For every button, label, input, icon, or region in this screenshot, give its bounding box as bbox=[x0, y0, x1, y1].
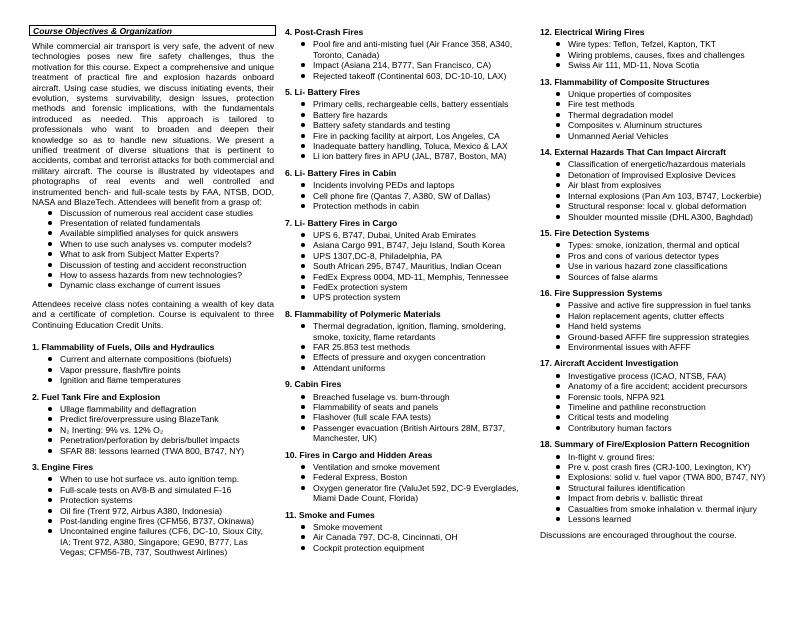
list-item: UPS 1307,DC-8, Philadelphia, PA bbox=[301, 251, 528, 261]
list-item: Fire in packing facility at airport, Los Angeles, CA bbox=[301, 131, 528, 141]
intro-paragraph: While commercial air transport is very safe, the advent of new technologies poses new fire safety challenges, thus the motivation for this course. Expect a comprehensive and unique treatment of practical fire and explosion hazards onboard aircraft. Using case studies, we discuss initiating events, their evolution, systems survivability, design issues, protection methods and forensic implications, with the fundamentals introduced as needed. This approach is tailored to professionals who want to broaden and deepen their knowledge so as to handle new situations. We present a unified treatment of diverse situations that is pertinent to accidents, combat and terrorist attacks for both commercial and military aircraft. The course is illustrated by videotapes and photographs of real events and well controlled and instrumented bench- and full-scale tests by FAA, NTSB, DOD, NASA and BlazeTech. Attendees will benefit from a grasp of: bbox=[32, 41, 274, 208]
section-18 bbox=[540, 439, 782, 524]
list-item: Federal Express, Boston bbox=[301, 472, 528, 482]
list-item: When to use such analyses vs. computer models? bbox=[48, 239, 274, 249]
list-item: Penetration/perforation by debris/bullet impacts bbox=[48, 435, 274, 445]
list-item: Critical tests and modeling bbox=[556, 412, 782, 422]
section-9 bbox=[285, 379, 528, 443]
section-7 bbox=[285, 218, 528, 303]
section-title: 8. Flammability of Polymeric Materials bbox=[285, 308, 441, 319]
list-item: Fire test methods bbox=[556, 99, 782, 109]
list-item: Discussion of numerous real accident case studies bbox=[48, 208, 274, 218]
list-item: FedEx protection system bbox=[301, 282, 528, 292]
list-item: Shoulder mounted missile (DHL A300, Baghdad) bbox=[556, 212, 782, 222]
list-item: Environmental issues with AFFF bbox=[556, 342, 782, 352]
list-item: Flammability of seats and panels bbox=[301, 402, 528, 412]
list-item: Protection methods in cabin bbox=[301, 201, 528, 211]
section-title: 16. Fire Suppression Systems bbox=[540, 287, 663, 298]
column-3 bbox=[540, 27, 782, 541]
course-objectives-heading: Course Objectives & Organization bbox=[29, 25, 276, 36]
list-item: Halon replacement agents, clutter effects bbox=[556, 311, 782, 321]
section-title: 1. Flammability of Fuels, Oils and Hydraulics bbox=[32, 341, 215, 352]
section-2 bbox=[32, 392, 274, 456]
list-item: Impact (Asiana 214, B777, San Francisco, CA) bbox=[301, 60, 528, 70]
section-title: 15. Fire Detection Systems bbox=[540, 227, 650, 238]
list-item: Presentation of related fundamentals bbox=[48, 218, 274, 228]
list-item: Oxygen generator fire (ValuJet 592, DC-9 Everglades, Miami Dade Count, Florida) bbox=[301, 483, 528, 504]
list-item: Timeline and pathline reconstruction bbox=[556, 402, 782, 412]
section-13 bbox=[540, 77, 782, 141]
section-title: 17. Aircraft Accident Investigation bbox=[540, 358, 679, 369]
list-item: Unique properties of composites bbox=[556, 89, 782, 99]
list-item: Vapor pressure, flash/fire points bbox=[48, 365, 274, 375]
list-item: Available simplified analyses for quick answers bbox=[48, 228, 274, 238]
list-item: Hand held systems bbox=[556, 321, 782, 331]
section-5 bbox=[285, 87, 528, 162]
list-item: SFAR 88: lessons learned (TWA 800, B747, NY) bbox=[48, 446, 274, 456]
benefits-list bbox=[32, 208, 274, 291]
list-item: Attendant uniforms bbox=[301, 363, 528, 373]
section-title: 10. Fires in Cargo and Hidden Areas bbox=[285, 449, 433, 460]
section-title: 13. Flammability of Composite Structures bbox=[540, 76, 710, 87]
section-title: 3. Engine Fires bbox=[32, 462, 94, 473]
list-item: Cell phone fire (Qantas 7, A380, SW of Dallas) bbox=[301, 191, 528, 201]
list-item: Battery safety standards and testing bbox=[301, 120, 528, 130]
section-8 bbox=[285, 309, 528, 373]
section-10 bbox=[285, 450, 528, 504]
section-1 bbox=[32, 342, 274, 386]
list-item: Passive and active fire suppression in fuel tanks bbox=[556, 300, 782, 310]
list-item: Ignition and flame temperatures bbox=[48, 375, 274, 385]
list-item: Ullage flammability and deflagration bbox=[48, 404, 274, 414]
list-item: Investigative process (ICAO, NTSB, FAA) bbox=[556, 371, 782, 381]
section-12 bbox=[540, 27, 782, 71]
section-3 bbox=[32, 462, 274, 558]
section-14 bbox=[540, 147, 782, 222]
section-title: 4. Post-Crash Fires bbox=[285, 27, 364, 37]
section-title: 9. Cabin Fires bbox=[285, 379, 342, 390]
section-title: 18. Summary of Fire/Explosion Pattern Recognition bbox=[540, 439, 750, 450]
list-item: Structural failures identification bbox=[556, 483, 782, 493]
list-item: Incidents involving PEDs and laptops bbox=[301, 180, 528, 190]
list-item: Casualties from smoke inhalation v. thermal injury bbox=[556, 504, 782, 514]
list-item: Effects of pressure and oxygen concentration bbox=[301, 352, 528, 362]
list-item: Li ion battery fires in APU (JAL, B787, Boston, MA) bbox=[301, 151, 528, 161]
section-title: 6. Li- Battery Fires in Cabin bbox=[285, 167, 397, 178]
list-item: Dynamic class exchange of current issues bbox=[48, 280, 274, 290]
list-item: UPS 6, B747, Dubai, United Arab Emirates bbox=[301, 230, 528, 240]
list-item: Air Canada 797, DC-8, Cincinnati, OH bbox=[301, 532, 528, 542]
list-item: FAR 25.853 test methods bbox=[301, 342, 528, 352]
attendees-note: Attendees receive class notes containing a wealth of key data and a certificate of completion. Course is equivalent to three Continuing Education Credit Units. bbox=[32, 298, 274, 330]
list-item: Full-scale tests on AV8-B and simulated F-16 bbox=[48, 485, 274, 495]
list-item: Lessons learned bbox=[556, 514, 782, 524]
list-item: Post-landing engine fires (CFM56, B737, Okinawa) bbox=[48, 516, 274, 526]
list-item: Unmanned Aerial Vehicles bbox=[556, 131, 782, 141]
list-item: Thermal degradation model bbox=[556, 110, 782, 120]
list-item: UPS protection system bbox=[301, 292, 528, 302]
list-item: Breached fuselage vs. burn-through bbox=[301, 392, 528, 402]
list-item: Air blast from explosives bbox=[556, 180, 782, 190]
list-item: Cockpit protection equipment bbox=[301, 543, 528, 553]
section-4 bbox=[285, 27, 528, 81]
section-title: 5. Li- Battery Fires bbox=[285, 87, 360, 98]
section-6 bbox=[285, 168, 528, 212]
list-item: What to ask from Subject Matter Experts? bbox=[48, 249, 274, 259]
section-title: 11. Smoke and Fumes bbox=[285, 509, 375, 520]
list-item: Oil fire (Trent 972, Airbus A380, Indonesia) bbox=[48, 506, 274, 516]
list-item: Detonation of Improvised Explosive Devices bbox=[556, 170, 782, 180]
list-item: Passenger evacuation (British Airtours 28M, B737, Manchester, UK) bbox=[301, 423, 528, 444]
list-item: Current and alternate compositions (biofuels) bbox=[48, 354, 274, 364]
list-item: Ventilation and smoke movement bbox=[301, 462, 528, 472]
list-item: Impact from debris v. ballistic threat bbox=[556, 493, 782, 503]
list-item: Inadequate battery handling, Toluca, Mexico & LAX bbox=[301, 141, 528, 151]
column-2 bbox=[285, 27, 528, 553]
section-11 bbox=[285, 510, 528, 554]
list-item: In-flight v. ground fires: bbox=[556, 452, 782, 462]
section-title: 7. Li- Battery Fires in Cargo bbox=[285, 217, 398, 228]
list-item: Wire types: Teflon, Tefzel, Kapton, TKT bbox=[556, 39, 782, 49]
section-16 bbox=[540, 288, 782, 352]
list-item: Smoke movement bbox=[301, 522, 528, 532]
list-item: Discussion of testing and accident reconstruction bbox=[48, 260, 274, 270]
list-item: Battery fire hazards bbox=[301, 110, 528, 120]
list-item: Use in various hazard zone classifications bbox=[556, 261, 782, 271]
list-item: Uncontained engine failures (CF6, DC-10, Sioux City, IA; Trent 972, A380, Singapore; GE90, B777, Las Vegas; CFM56-7B, 737, Southwest Airlines) bbox=[48, 526, 274, 557]
closing-note: Discussions are encouraged throughout the course. bbox=[540, 530, 737, 541]
list-item: Pre v. post crash fires (CRJ-100, Lexington, KY) bbox=[556, 462, 782, 472]
list-item: Thermal degradation, ignition, flaming, smoldering, smoke, toxicity, flame retardants bbox=[301, 321, 528, 342]
list-item: FedEx Express 0004, MD-11, Memphis, Tennessee bbox=[301, 272, 528, 282]
section-17 bbox=[540, 358, 782, 433]
list-item: Composites v. Aluminum structures bbox=[556, 120, 782, 130]
list-item: Structural response: local v. global deformation bbox=[556, 201, 782, 211]
list-item: Rejected takeoff (Continental 603, DC-10-10, LAX) bbox=[301, 71, 528, 81]
list-item: Forensic tools, NFPA 921 bbox=[556, 392, 782, 402]
list-item: Protection systems bbox=[48, 495, 274, 505]
list-item: South African 295, B747, Mauritius, Indian Ocean bbox=[301, 261, 528, 271]
list-item: Contributory human factors bbox=[556, 423, 782, 433]
list-item: Classification of energetic/hazardous materials bbox=[556, 159, 782, 169]
list-item: Swiss Air 111, MD-11, Nova Scotia bbox=[556, 60, 782, 70]
list-item: When to use hot surface vs. auto ignition temp. bbox=[48, 474, 274, 484]
list-item: How to assess hazards from new technologies? bbox=[48, 270, 274, 280]
list-item: N₂ Inerting: 9% vs. 12% O₂ bbox=[48, 425, 274, 435]
section-15 bbox=[540, 228, 782, 282]
list-item: Internal explosions (Pan Am 103, B747, Lockerbie) bbox=[556, 191, 782, 201]
section-title: 14. External Hazards That Can Impact Aircraft bbox=[540, 147, 726, 158]
list-item: Predict fire/overpressure using BlazeTank bbox=[48, 414, 274, 424]
list-item: Anatomy of a fire accident; accident precursors bbox=[556, 381, 782, 391]
column-1 bbox=[32, 41, 274, 558]
list-item: Types: smoke, ionization, thermal and optical bbox=[556, 240, 782, 250]
list-item: Primary cells, rechargeable cells, battery essentials bbox=[301, 99, 528, 109]
list-item: Sources of false alarms bbox=[556, 272, 782, 282]
section-title: 12. Electrical Wiring Fires bbox=[540, 27, 645, 37]
list-item: Ground-based AFFF fire suppression strategies bbox=[556, 332, 782, 342]
list-item: Wiring problems, causes, fixes and challenges bbox=[556, 50, 782, 60]
list-item: Asiana Cargo 991, B747, Jeju Island, South Korea bbox=[301, 240, 528, 250]
list-item: Pool fire and anti-misting fuel (Air France 358, A340, Toronto, Canada) bbox=[301, 39, 528, 60]
section-title: 2. Fuel Tank Fire and Explosion bbox=[32, 391, 161, 402]
list-item: Pros and cons of various detector types bbox=[556, 251, 782, 261]
list-item: Explosions: solid v. fuel vapor (TWA 800, B747, NY) bbox=[556, 472, 782, 482]
list-item: Flashover (full scale FAA tests) bbox=[301, 412, 528, 422]
